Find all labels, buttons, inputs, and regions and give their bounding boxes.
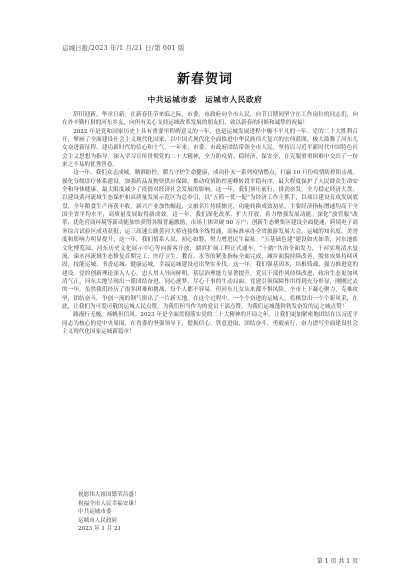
signoff-line: 祝福全市人民幸福安康！ (78, 500, 140, 507)
paragraph: 2022 年是党和国家历史上具有重要里程碑意义的一年，也是运城发展进程中极不平凡的一年。党的二十大胜利召开，擘画了全面建设社会主义现代化国家、以中国式现代化全面推进中华民族伟大复兴的宏伟蓝图，极大鼓舞了河东儿女奋进新征程、建功新时代的信心和士气。一年来，市委、市政府团结带领全市人民，坚持以习近平新时代中国特色社会主义思想为指导，深入学习宣传贯彻党的二十大精神，全力防疫情、稳经济、保安全，在克服重重困难中交出了一份来之不易的优秀答卷。 (62, 128, 358, 169)
signoff-line: 祝愿伟大祖国繁荣昌盛！ (78, 492, 140, 498)
page-number: 第 1 页 共 1 页 (316, 558, 358, 565)
paragraph: 这一年，我们众志成城、精准防控，暖力守护生命健康，成功扑灭一系列疫情燃点，打赢 10 月份疫情防控阻击战，强化分级诊疗体系建设，加强药品及物资供应保障，推动疫情防控迎峰转段平稳有序，最大程度保护了人民群众生命安全和身体健康，最大限度减少了疫情对经济社会发展的影响。这一年，我们顶压前行，拼劲奋发，全力稳定经济大盘，以建设黄河流域生态保护和高质量发展示范区为总牵引，以“五抓一优一促”为经济工作主抓手，以项目建设育攻发展底盘，全年粮食生产再获丰收，新兴产业加快崛起，文旅名片持续擦亮，功能转换成效初显，主要经济指标增速均高于全国全省平均水平，高质量发展取得新成效。这一年，我们深化改革、扩大开放，着力增强发展动能。深化“放管服”改革，优化营商环境等新动能加快获得各级普遍激励。市场主体突破 90 万户；创新生态聚集区建设全面提速，跨境电子商务综合试验区成功获批；运三高速公路黄河大桥连接线全线贯通，高标准承办全省旅游发展大会，运城的知名度、美誉度和影响力明显提升。这一年，我们情系人民，初心如磐，努力增进民生福祉。“五基础色建”建设如火如荼，河东池盐文化博览园、河东历史文化展示中心等向游客开放，湖滨扩展工程正式通车，“十踏”共治全面发力，千河实现清水复流，涑水河流域生态修复首期完工；医疗卫生、教育、水等的紧张指标全面完成，城乡面貌持续改善，脱贫成果持续巩固，技能运城、书香运城、健康运城，幸福运城建设迈出坚实步伐。这一年，我们强基固本，培根铸魂，强力推进党的建设。党的创新理论深入人心，忠人用人导向鲜明，基层治理能力显著提升，党员干部作风持续改进，政治生态更加风清气正，河东大地呈现出一派团结奋进、同心逐梦、尽心干事的生动局面。党建引领保障作用得到充分彰显，刚刚过去的一年，虽然我们经历了很多困难和挑战，每个人都不容易，但河东儿女从来都不惧风险，全市上下凝心聚力，克难攻坚，团结奋斗，争创一流的钢气拼出了一片新天地。在这个过程中，一个个奋进的运城人，将棋盘出一个个新风采，在此，让我们为可爱可敬的运城人民点赞，为我们担当作为的党员干部点赞，为我们运城蓬勃勃发奋发的运之城点赞！ (62, 170, 358, 310)
signoff-date: 2023 年 1 月 21 (78, 526, 122, 533)
article-body (62, 111, 358, 336)
article-signoff (62, 491, 262, 534)
paragraph: 路漫行无极，扬帆但信风。2023 年是全面贯彻落实党的二十大精神的开局之年。让我们更加紧密地团结在以习近平同志为核心的党中央周围，在省委的坚强领导下，提振信心、铁意进取，团结奋斗，勇毅前行，奋力谱写全面建设社会主义现代化国家运城新篇章！ (62, 312, 358, 335)
article-title: 新春贺词 (176, 72, 233, 87)
issue-header: 运城日报/2023 年/1 月/21 日/第 001 版 (62, 44, 185, 52)
paragraph: 辞旧迎新，华章日新。在新春佳节来临之际，市委、市政府向全市人民，向节日期间坚守在工作岗位的同志们，向在外辛勤打拼的河东乡友，向所有关心支持运城改革发展的朋友们，致以新春的问候和诚挚的祝福！ (62, 112, 358, 127)
article-issuer: 中共运城市委 运城市人民政府 (147, 95, 263, 104)
signoff-line: 运城市人民政府 (78, 517, 118, 524)
signoff-line: 中共运城市委 (78, 509, 112, 516)
